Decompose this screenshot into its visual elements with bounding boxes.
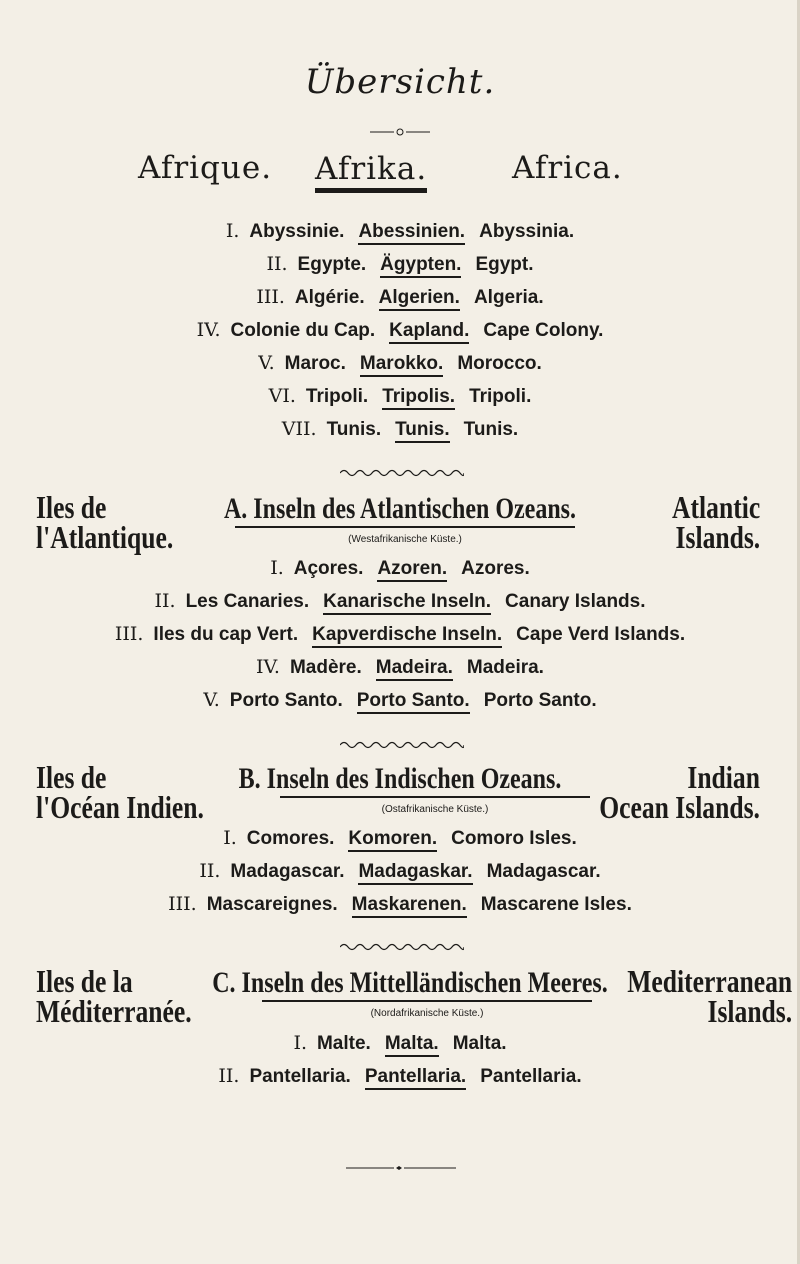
title-ornament: [370, 128, 430, 136]
section-c-heading: C. Inseln des Mittelländischen Meeres.: [212, 966, 608, 999]
list-item: II. Madagascar. Madagaskar. Madagascar.: [0, 860, 800, 885]
section-c-fr: Iles de la Méditerranée.: [36, 963, 192, 1029]
continent-de: Afrika.: [315, 150, 427, 193]
list-item: V. Porto Santo. Porto Santo. Porto Santo.: [0, 689, 800, 714]
list-item: III. Algérie. Algerien. Algeria.: [0, 286, 800, 311]
wave-divider: [340, 740, 464, 750]
list-item: IV. Madère. Madeira. Madeira.: [0, 656, 800, 681]
list-item: II. Les Canaries. Kanarische Inseln. Canary Islands.: [0, 590, 800, 615]
continent-heading: [0, 150, 800, 194]
section-a-heading: A. Inseln des Atlantischen Ozeans.: [223, 492, 577, 525]
wave-divider: [340, 468, 464, 478]
continent-fr: Afrique.: [138, 150, 273, 186]
list-item: II. Pantellaria. Pantellaria. Pantellaria.: [0, 1065, 800, 1090]
page-title: Übersicht.: [304, 62, 496, 102]
list-item: I. Açores. Azoren. Azores.: [0, 557, 800, 582]
section-c-subheading: (Nordafrikanische Küste.): [262, 1000, 592, 1019]
list-item: I. Malte. Malta. Malta.: [0, 1032, 800, 1057]
section-b-heading: B. Inseln des Indischen Ozeans.: [238, 762, 562, 795]
list-item: VI. Tripoli. Tripolis. Tripoli.: [0, 385, 800, 410]
wave-divider: [340, 942, 464, 952]
section-c-en: Mediterranean Islands.: [627, 963, 792, 1029]
section-a-subheading: (Westafrikanische Küste.): [235, 526, 575, 545]
section-b-subheading: (Ostafrikanische Küste.): [280, 796, 590, 815]
continent-en: Africa.: [512, 150, 623, 186]
list-item: III. Mascareignes. Maskarenen. Mascarene Isles.: [0, 893, 800, 918]
list-item: III. Iles du cap Vert. Kapverdische Inseln. Cape Verd Islands.: [0, 623, 800, 648]
list-item: IV. Colonie du Cap. Kapland. Cape Colony.: [0, 319, 800, 344]
list-item: I. Comores. Komoren. Comoro Isles.: [0, 827, 800, 852]
list-item: I. Abyssinie. Abessinien. Abyssinia.: [0, 220, 800, 245]
section-b-fr: Iles de l'Océan Indien.: [36, 759, 204, 825]
list-item: II. Egypte. Ägypten. Egypt.: [0, 253, 800, 278]
section-a-fr: Iles de l'Atlantique.: [36, 489, 174, 555]
section-b-en: Indian Ocean Islands.: [599, 759, 760, 825]
end-ornament: [346, 1164, 456, 1172]
section-a-en: Atlantic Islands.: [671, 489, 760, 555]
list-item: VII. Tunis. Tunis. Tunis.: [0, 418, 800, 443]
list-item: V. Maroc. Marokko. Morocco.: [0, 352, 800, 377]
